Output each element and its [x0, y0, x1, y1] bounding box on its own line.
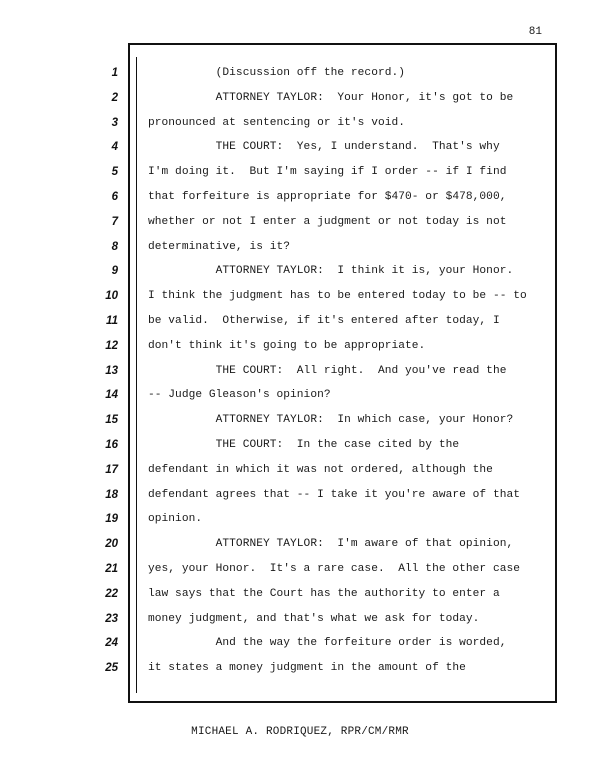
line-number: 25: [105, 662, 118, 675]
transcript-line: ATTORNEY TAYLOR: I think it is, your Honor.: [148, 265, 514, 278]
transcript-line: (Discussion off the record.): [148, 67, 406, 79]
line-number: 15: [105, 414, 118, 427]
line-number: 18: [105, 488, 118, 501]
line-number: 9: [111, 265, 118, 278]
transcript-line: ATTORNEY TAYLOR: In which case, your Honor?: [148, 414, 514, 427]
transcript-line: it states a money judgment in the amount of the: [148, 662, 466, 675]
line-number: 17: [105, 463, 118, 476]
line-number: 24: [105, 637, 118, 650]
line-number: 8: [111, 240, 118, 253]
reporter-footer: MICHAEL A. RODRIQUEZ, RPR/CM/RMR: [191, 726, 409, 738]
line-number: 13: [105, 364, 118, 377]
line-number: 12: [105, 339, 118, 352]
line-number: 23: [105, 612, 118, 625]
line-number: 19: [105, 513, 118, 526]
transcript-line: opinion.: [148, 513, 203, 526]
transcript-line: whether or not I enter a judgment or not today is not: [148, 215, 507, 228]
transcript-line: THE COURT: All right. And you've read the: [148, 364, 507, 377]
line-number: 6: [111, 190, 118, 203]
line-number: 14: [105, 389, 118, 402]
transcript-line: ATTORNEY TAYLOR: I'm aware of that opinion,: [148, 538, 514, 551]
transcript-line: defendant in which it was not ordered, although the: [148, 463, 493, 476]
transcript-line: I think the judgment has to be entered today to be -- to: [148, 290, 527, 303]
transcript-line: determinative, is it?: [148, 240, 291, 253]
transcript-line: And the way the forfeiture order is worded,: [148, 637, 507, 650]
transcript-line: that forfeiture is appropriate for $470- or $478,000,: [148, 190, 507, 203]
line-number: 16: [105, 438, 118, 451]
transcript-line: pronounced at sentencing or it's void.: [148, 116, 406, 129]
page-number: 81: [528, 26, 542, 38]
line-number: 3: [111, 116, 118, 129]
transcript-line: ATTORNEY TAYLOR: Your Honor, it's got to be: [148, 91, 514, 104]
transcript-line: yes, your Honor. It's a rare case. All the other case: [148, 562, 520, 575]
transcript-line: -- Judge Gleason's opinion?: [148, 389, 331, 402]
line-number: 20: [105, 538, 118, 551]
line-number-column: [92, 61, 118, 681]
line-number: 22: [105, 587, 118, 600]
transcript-line: money judgment, and that's what we ask for today.: [148, 612, 480, 625]
transcript-line: defendant agrees that -- I take it you're aware of that: [148, 488, 520, 501]
transcript-line: I'm doing it. But I'm saying if I order -- if I find: [148, 166, 507, 179]
transcript-line: THE COURT: Yes, I understand. That's why: [148, 141, 500, 154]
line-number: 5: [111, 166, 118, 179]
line-number: 10: [105, 290, 118, 303]
transcript-body: [148, 61, 548, 681]
line-number: 4: [111, 141, 118, 154]
line-number: 7: [111, 215, 118, 228]
line-number: 11: [106, 314, 118, 327]
transcript-line: don't think it's going to be appropriate.: [148, 339, 426, 352]
line-number: 2: [111, 91, 118, 104]
transcript-line: law says that the Court has the authority to enter a: [148, 587, 500, 600]
transcript-line: be valid. Otherwise, if it's entered after today, I: [148, 314, 500, 327]
line-number: 1: [111, 67, 118, 79]
margin-rule: [136, 57, 137, 693]
line-number: 21: [105, 562, 118, 575]
transcript-line: THE COURT: In the case cited by the: [148, 438, 460, 451]
